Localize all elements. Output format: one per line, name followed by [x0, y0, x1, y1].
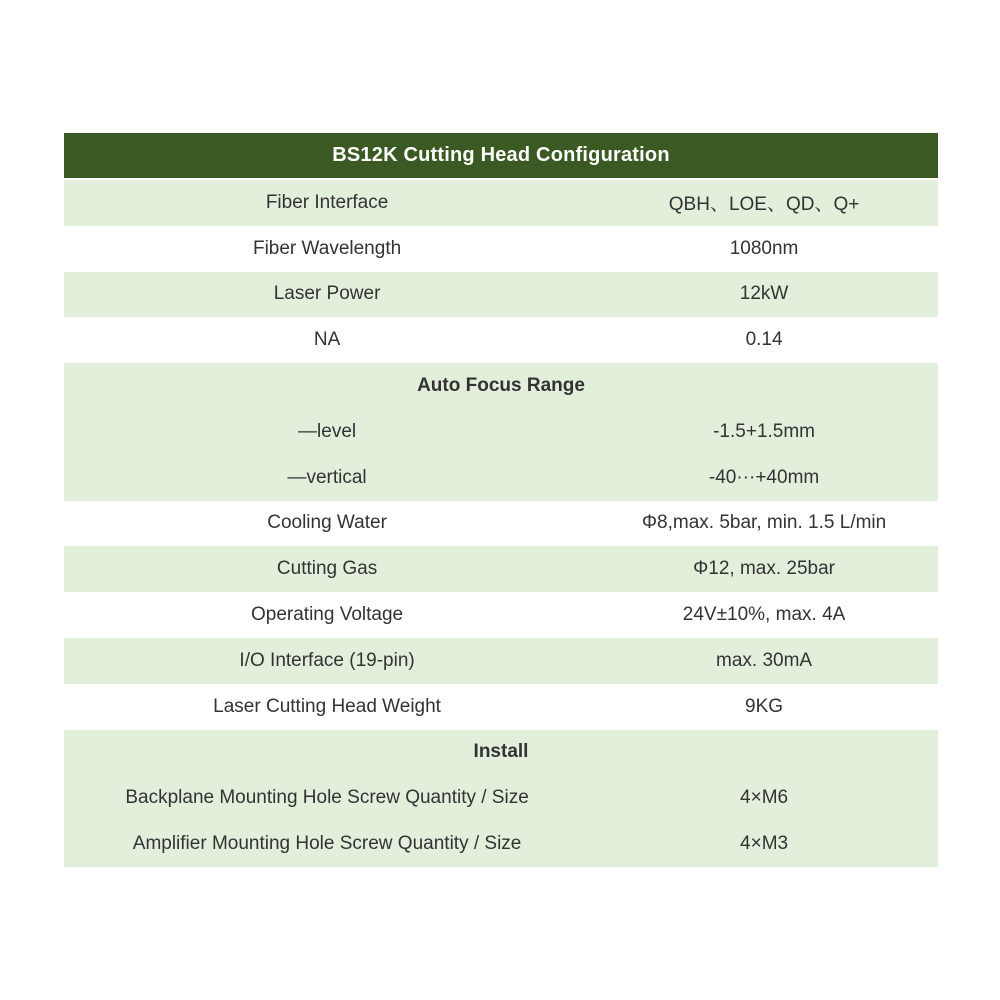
- spec-value: Φ8,max. 5bar, min. 1.5 L/min: [641, 512, 887, 534]
- spec-value: -40···+40mm: [708, 466, 820, 488]
- spec-label: Cooling Water: [267, 512, 387, 534]
- section-header-row: [64, 363, 938, 409]
- spec-value: max. 30mA: [716, 649, 813, 671]
- spec-value: QBH、LOE、QD、Q+: [668, 194, 860, 216]
- section-title: Install: [473, 741, 529, 763]
- spec-label: NA: [313, 329, 341, 351]
- spec-table: [64, 133, 938, 867]
- spec-value: 24V±10%, max. 4A: [682, 604, 846, 626]
- table-row: [64, 455, 938, 501]
- table-row: [64, 272, 938, 318]
- table-title: BS12K Cutting Head Configuration: [64, 133, 938, 178]
- spec-value: 1080nm: [729, 237, 799, 259]
- table-rows: [64, 180, 938, 867]
- spec-value: Φ12, max. 25bar: [693, 558, 836, 580]
- spec-label: Amplifier Mounting Hole Screw Quantity / Size: [132, 833, 522, 855]
- table-row: [64, 546, 938, 592]
- spec-label: Fiber Interface: [265, 191, 389, 213]
- spec-label: Cutting Gas: [276, 558, 378, 580]
- table-row: [64, 821, 938, 867]
- table-row: [64, 317, 938, 363]
- spec-label: Laser Power: [273, 283, 381, 305]
- spec-value: 0.14: [745, 329, 783, 351]
- table-row: [64, 180, 938, 226]
- spec-label: Laser Cutting Head Weight: [213, 695, 441, 717]
- spec-value: -1.5+1.5mm: [713, 420, 816, 442]
- spec-label: Fiber Wavelength: [252, 237, 402, 259]
- table-row: [64, 684, 938, 730]
- table-row: [64, 226, 938, 272]
- spec-label: Backplane Mounting Hole Screw Quantity / Size: [125, 787, 529, 809]
- table-row: [64, 409, 938, 455]
- spec-value: 12kW: [739, 283, 789, 305]
- table-row: [64, 592, 938, 638]
- section-header-row: [64, 730, 938, 776]
- spec-value: 4×M3: [740, 833, 789, 855]
- spec-label: I/O Interface (19-pin): [239, 649, 415, 671]
- table-row: [64, 638, 938, 684]
- table-row: [64, 501, 938, 547]
- section-title: Auto Focus Range: [417, 375, 585, 397]
- spec-value: 4×M6: [740, 787, 789, 809]
- table-row: [64, 775, 938, 821]
- spec-label: Operating Voltage: [251, 604, 404, 626]
- spec-label: —vertical: [287, 466, 367, 488]
- spec-value: 9KG: [745, 695, 784, 717]
- spec-label: —level: [298, 420, 357, 442]
